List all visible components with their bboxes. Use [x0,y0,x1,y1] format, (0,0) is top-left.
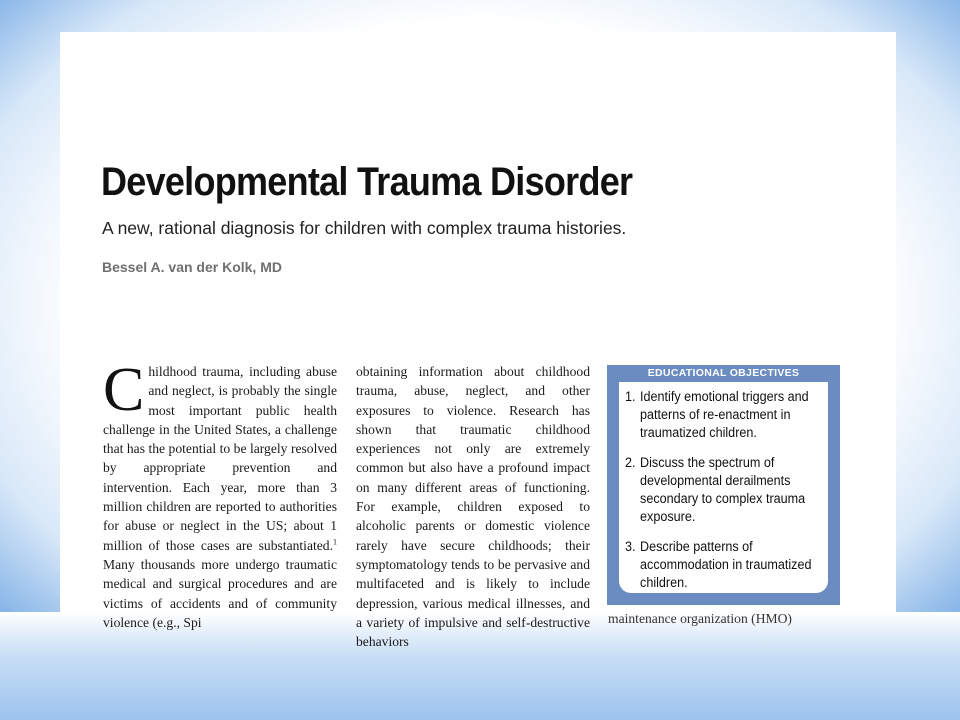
objective-number: 2. [625,455,636,470]
objective-text: Describe patterns of accommodation in traumatized children. [640,539,812,590]
cut-off-text-line [608,609,848,612]
objective-item [625,538,823,592]
article-title: Developmental Trauma Disorder [101,160,633,204]
body-column-2: obtaining information about childhood trauma, abuse, neglect, and other exposures to violence. Research has shown that traumatic childhood experiences not only are extremely common but also have a profound impact on many different areas of functioning. For example, children exposed to alcoholic parents or domestic violence rarely have secure childhoods; their symptomatology tends to be pervasive and multifaceted and is likely to include depression, various medical illnesses, and a variety of impulsive and self-destructive behaviors [356,364,590,650]
objective-number: 1. [625,389,636,404]
objective-item [625,388,823,442]
reference-marker: 1 [333,537,337,547]
educational-objectives-box [607,365,840,605]
column1-tail-text: Many thousands more undergo traumatic medical and surgical procedures and are victims of accidents and of community violence (e.g., Spi [103,556,337,630]
objective-text: Identify emotional triggers and patterns of re-enactment in traumatized children. [640,389,809,440]
objective-item [625,454,823,526]
objectives-header: EDUCATIONAL OBJECTIVES [647,367,800,379]
article-subtitle: A new, rational diagnosis for children with complex trauma histories. [102,218,627,238]
article-author: Bessel A. van der Kolk, MD [102,259,282,275]
column1-lead-text: hildhood trauma, including abuse and neglect, is probably the single most important public health challenge in the United States, a challenge that has the potential to be largely resolved by appropriate prevention and intervention. Each year, more than 3 million children are reported to authorities for abuse or neglect in the US; about 1 million of those cases are substantiated. [103,364,337,553]
drop-cap: C [103,356,145,424]
body-column-1 [103,356,337,630]
objective-text: Discuss the spectrum of developmental derailments secondary to complex trauma exposure. [640,455,806,524]
objectives-panel [619,382,828,593]
objectives-list [619,382,828,592]
objective-number: 3. [625,539,636,554]
article-image [60,32,896,650]
